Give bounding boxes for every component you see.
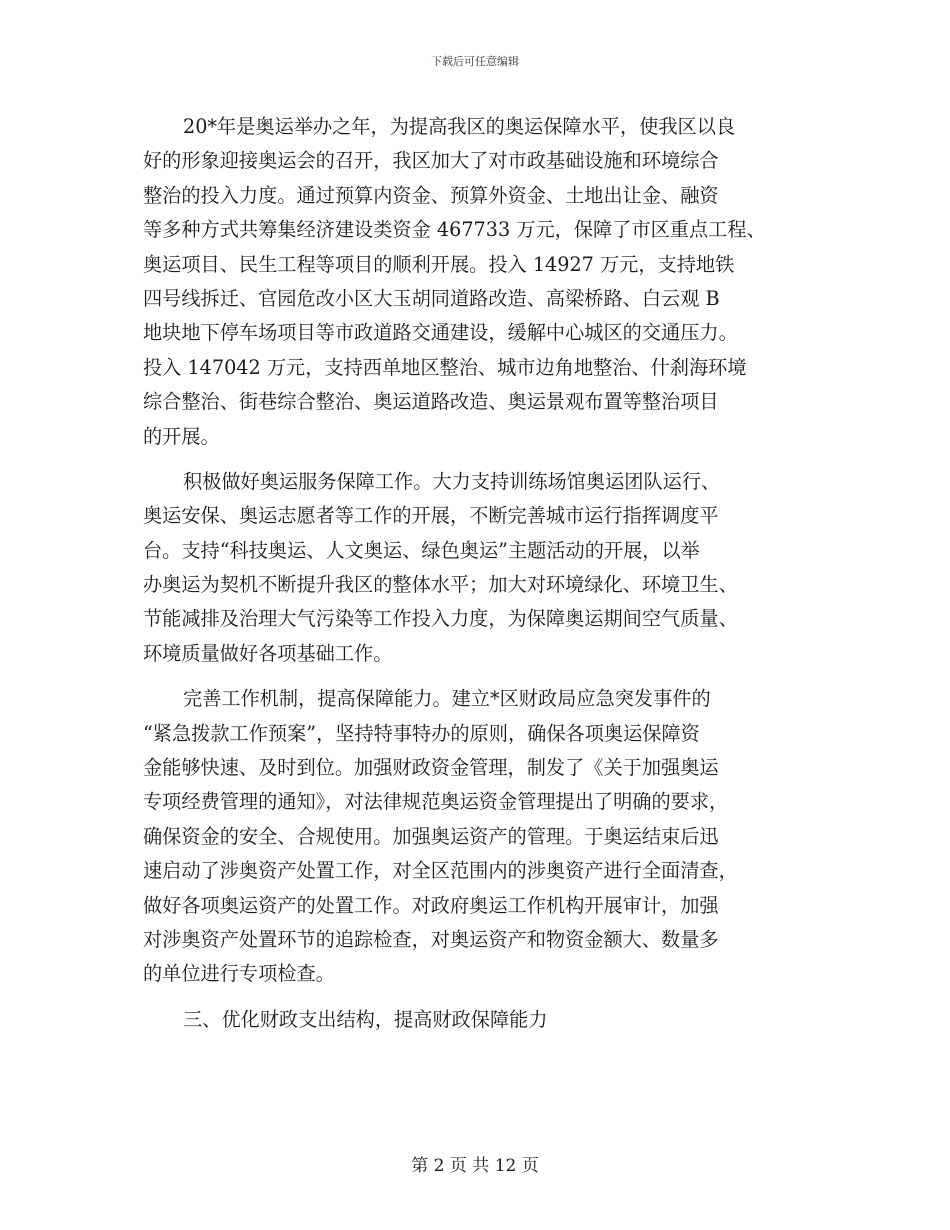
paragraph-line: 的单位进行专项检查。 [143,962,335,986]
paragraph-line: 对涉奥资产处置环节的追踪检查，对奥运资产和物资金额大、数量多 [143,927,719,951]
paragraph-line: 专项经费管理的通知》，对法律规范奥运资金管理提出了明确的要求， [143,790,729,814]
paragraph-line: 等多种方式共筹集经济建设类资金 467733 万元，保障了市区重点工程、 [143,218,766,242]
paragraph-line: 奥运安保、奥运志愿者等工作的开展，不断完善城市运行指挥调度平 [143,504,719,528]
paragraph-line: 奥运项目、民生工程等项目的顺利开展。投入 14927 万元，支持地铁 [143,252,735,276]
paragraph-line: 台。支持“科技奥运、人文奥运、绿色奥运”主题活动的开展，以举 [143,538,700,562]
paragraph-line: 完善工作机制，提高保障能力。建立*区财政局应急突发事件的 [183,687,711,711]
paragraph-line: 环境质量做好各项基础工作。 [143,641,393,665]
paragraph-line: “紧急拨款工作预案”，坚持特事特办的原则，确保各项奥运保障资 [143,721,700,745]
document-body [143,110,823,1048]
paragraph-line: 地块地下停车场项目等市政道路交通建设，缓解中心城区的交通压力。 [143,321,738,345]
page-footer: 第 2 页 共 12 页 [411,1156,539,1176]
paragraph-line: 整治的投入力度。通过预算内资金、预算外资金、土地出让金、融资 [143,183,719,207]
paragraph-1 [143,110,823,454]
section-heading-text: 三、优化财政支出结构，提高财政保障能力 [183,1007,548,1031]
paragraph-line: 的开展。 [143,424,220,448]
paragraph-line: 速启动了涉奥资产处置工作，对全区范围内的涉奥资产进行全面清查， [143,859,738,883]
paragraph-2 [143,465,823,671]
section-heading [143,1003,823,1037]
paragraph-line: 综合整治、街巷综合整治、奥运道路改造、奥运景观布置等整治项目 [143,390,719,414]
paragraph-line: 金能够快速、及时到位。加强财政资金管理，制发了《关于加强奥运 [143,756,719,780]
paragraph-line: 确保资金的安全、合规使用。加强奥运资产的管理。于奥运结束后迅 [143,824,719,848]
paragraph-line: 投入 147042 万元，支持西单地区整治、城市边角地整治、什刹海环境 [143,355,747,379]
paragraph-line: 积极做好奥运服务保障工作。大力支持训练场馆奥运团队运行、 [183,469,721,493]
paragraph-3 [143,682,823,992]
paragraph-line: 做好各项奥运资产的处置工作。对政府奥运工作机构开展审计，加强 [143,893,719,917]
paragraph-line: 节能减排及治理大气污染等工作投入力度，为保障奥运期间空气质量、 [143,607,738,631]
paragraph-line: 20*年是奥运举办之年，为提高我区的奥运保障水平，使我区以良 [183,115,736,138]
paragraph-line: 好的形象迎接奥运会的召开，我区加大了对市政基础设施和环境综合 [143,149,719,173]
paragraph-line: 办奥运为契机不断提升我区的整体水平；加大对环境绿化、环境卫生、 [143,573,738,597]
paragraph-line: 四号线拆迁、官园危改小区大玉胡同道路改造、高梁桥路、白云观 B [143,286,720,310]
page-header: 下载后可任意编辑 [431,55,519,68]
